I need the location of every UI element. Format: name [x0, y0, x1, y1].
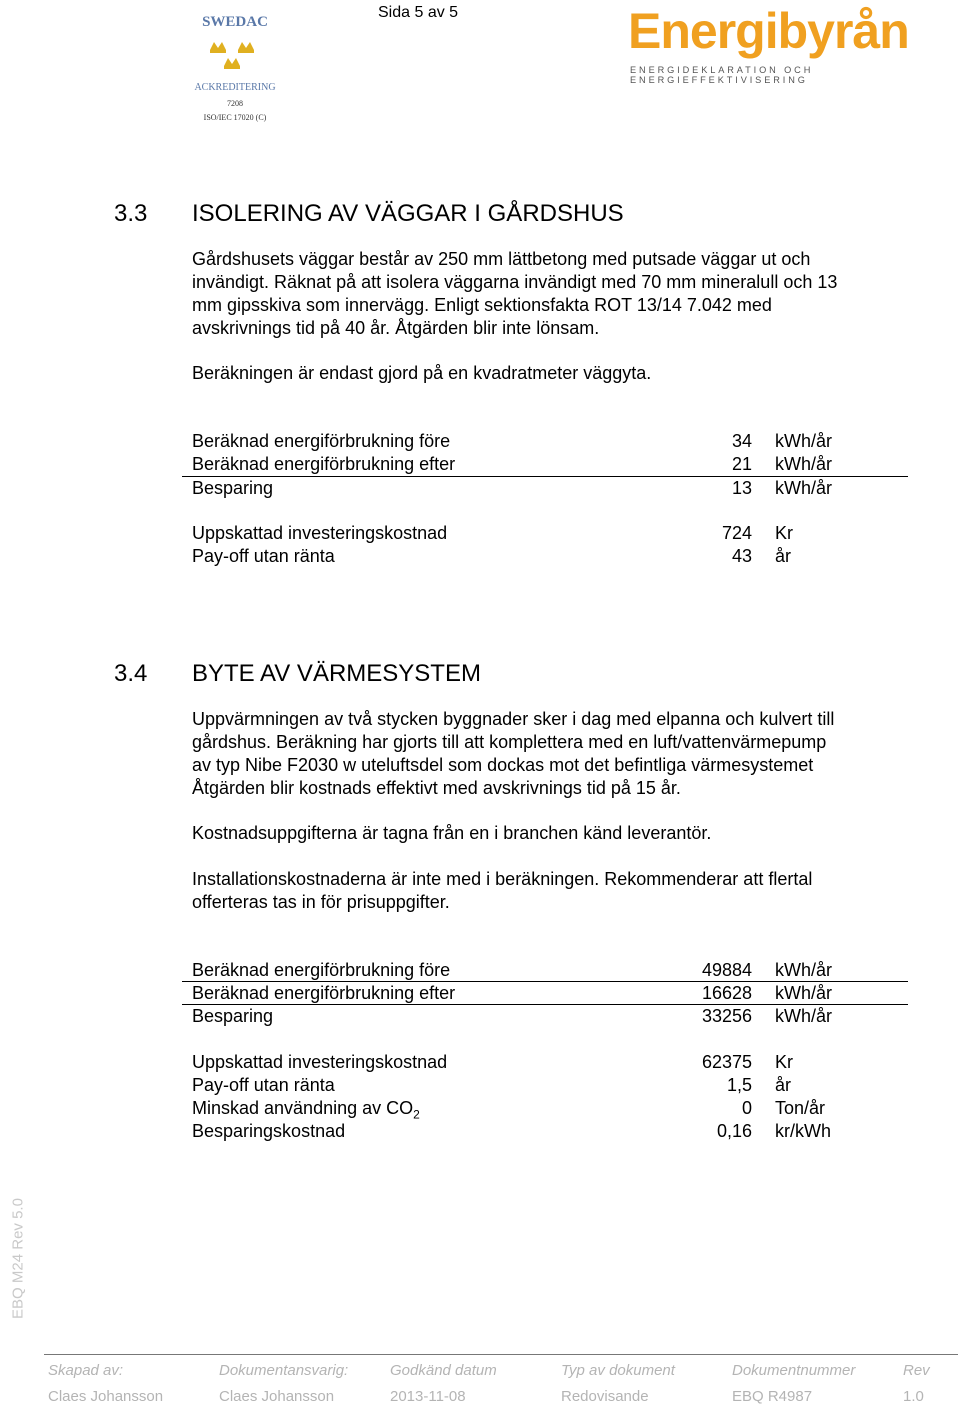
footer-header-document-number: Dokumentnummer [732, 1362, 856, 1379]
table-row: Beräknad energiförbrukning före 34 kWh/år [192, 431, 833, 451]
footer-header-rev: Rev [903, 1362, 930, 1379]
footer-value-rev: 1.0 [903, 1388, 924, 1405]
page-number: Sida 5 av 5 [378, 4, 459, 21]
footer-value-document-type: Redovisande [561, 1388, 649, 1405]
footer-header-responsible: Dokumentansvarig: [219, 1362, 349, 1379]
table-row: Beräknad energiförbrukning efter 21 kWh/år [192, 454, 833, 474]
footer-value-document-number: EBQ R4987 [732, 1388, 813, 1405]
energibyran-logo: Energibyrån [628, 3, 909, 59]
table-row: Beräknad energiförbrukning efter 16628 kWh/år [192, 983, 833, 1003]
footer-header-approved-date: Godkänd datum [390, 1362, 497, 1379]
footer-value-responsible: Claes Johansson [219, 1388, 335, 1405]
table-row: Uppskattad investeringskostnad 62375 Kr [192, 1052, 793, 1072]
footer-header-document-type: Typ av dokument [561, 1362, 675, 1379]
table-row: Pay-off utan ränta 43 år [192, 546, 792, 566]
section-33-paragraph: Gårdshusets väggar består av 250 mm lättbetong med putsade väggar ut och invändigt. Räknat på att isolera väggarna invändigt med 70 mm mineralull och 13 mm gipsskiva som innervägg. Enligt sektionsfakta ROT 13/14 7.042 med avskrivnings tid på 40 år. Åtgärden blir inte lönsam. [192, 249, 838, 338]
footer-divider [44, 1354, 958, 1355]
table-row: Minskad användning av $CO_2$ 0 Ton/år [192, 1098, 826, 1122]
section-33-title: ISOLERING AV VÄGGAR I GÅRDSHUS [192, 200, 624, 227]
table-row: Beräknad energiförbrukning före 49884 kWh/år [192, 960, 833, 980]
seal-top-text: SWEDAC [202, 14, 268, 30]
section-34-note: Installationskostnaderna är inte med i beräkningen. Rekommenderar att flertal offerteras tas in för prisuppgifter. [192, 869, 813, 912]
crowns-icon [210, 42, 254, 69]
seal-standard: ISO/IEC 17020 (C) [203, 113, 267, 122]
section-34-note: Kostnadsuppgifterna är tagna från en i branchen känd leverantör. [192, 823, 712, 843]
table-row: Besparing 13 kWh/år [192, 478, 833, 498]
section-33-number: 3.3 [114, 200, 148, 227]
seal-number: 7208 [227, 99, 243, 108]
table-row: Pay-off utan ränta 1,5 år [192, 1075, 792, 1095]
section-34-title: BYTE AV VÄRMESYSTEM [192, 660, 481, 687]
footer-value-created-by: Claes Johansson [48, 1388, 164, 1405]
footer-value-approved-date: 2013-11-08 [390, 1388, 466, 1405]
table-row: Besparing 33256 kWh/år [192, 1006, 833, 1026]
section-33-note: Beräkningen är endast gjord på en kvadratmeter väggyta. [192, 363, 652, 383]
footer-header-created-by: Skapad av: [48, 1362, 124, 1379]
logo-tagline: ENERGIDEKLARATION OCH ENERGIEFFEKTIVISERING [630, 65, 814, 85]
section-34-paragraph: Uppvärmningen av två stycken byggnader sker i dag med elpanna och kulvert till gårdshus. Beräkning har gjorts till att komplettera med en luft/vattenvärmepump av typ Nibe F2030 w uteluftsdel som dockas mot det befintliga värmesystemet Åtgärden blir kostnads effektivt med avskrivnings tid på 15 år. [192, 709, 835, 798]
table-row: Besparingskostnad 0,16 kr/kWh [192, 1121, 831, 1141]
table-row: Uppskattad investeringskostnad 724 Kr [192, 523, 793, 543]
document-revision-stamp: EBQ M24 Rev 5.0 [9, 1198, 27, 1319]
seal-bottom-text: ACKREDITERING [194, 82, 276, 93]
section-34-number: 3.4 [114, 660, 148, 687]
swedac-seal-logo [180, 6, 290, 124]
